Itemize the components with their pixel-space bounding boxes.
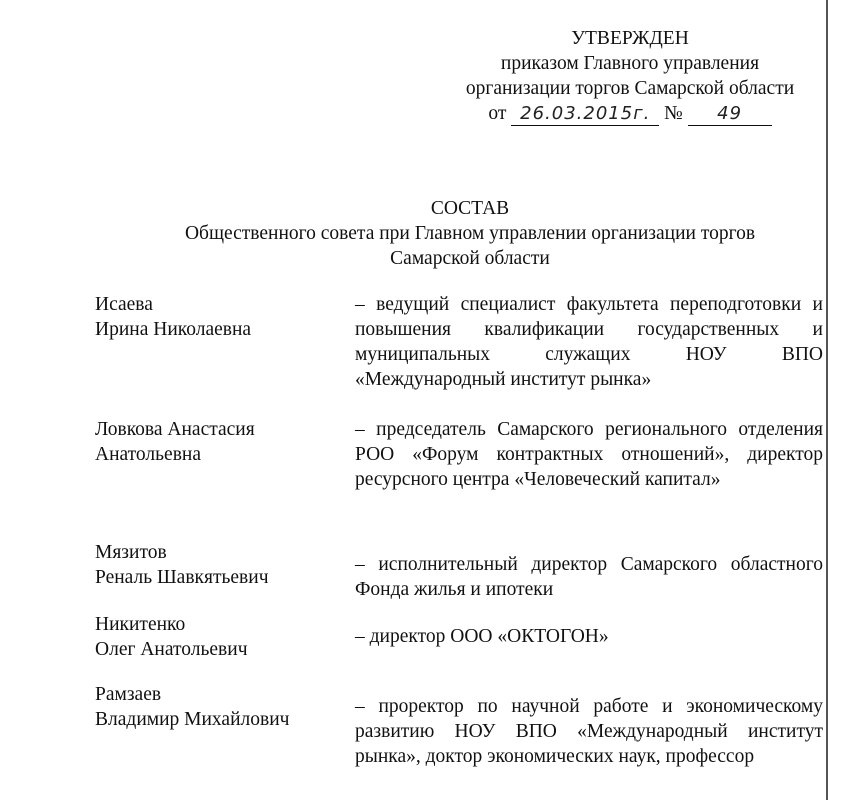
member-role: – директор ООО «ОКТОГОН» <box>355 626 609 647</box>
approval-line-1: приказом Главного управления <box>500 53 760 74</box>
member-role: – ведущий специалист факультета переподготовки и повышения квалификации государственных и муниципальных служащих НОУ ВПО «Международный институт рынка» <box>355 294 823 390</box>
member-surname: Рамзаев <box>95 684 162 705</box>
member-given-name: Анатольевна <box>95 444 202 465</box>
order-number: 49 <box>688 103 772 126</box>
member-given-name: Владимир Михайлович <box>95 709 290 730</box>
approval-block <box>430 26 830 126</box>
title-subtitle: Общественного совета при Главном управлении организации торгов Самарской области <box>184 223 756 269</box>
member-role: – проректор по научной работе и экономическому развитию НОУ ВПО «Международный институт рынка», доктор экономических наук, профессор <box>355 696 823 767</box>
member-surname: Исаева <box>95 294 153 315</box>
document-title <box>130 196 810 271</box>
title-heading: СОСТАВ <box>430 198 510 219</box>
member-given-name: Реналь Шавкятьевич <box>95 567 269 588</box>
member-given-name: Ирина Николаевна <box>95 319 252 340</box>
approval-date-line <box>430 101 830 126</box>
number-prefix: № <box>664 103 683 124</box>
approval-line-2: организации торгов Самарской области <box>465 78 795 99</box>
member-surname: Никитенко <box>95 614 186 635</box>
approval-heading: УТВЕРЖДЕН <box>571 28 689 49</box>
member-surname: Мязитов <box>95 542 167 563</box>
member-surname: Ловкова Анастасия <box>95 419 255 440</box>
member-role: – исполнительный директор Самарского областного Фонда жилья и ипотеки <box>355 554 823 600</box>
member-role: – председатель Самарского регионального отделения РОО «Форум контрактных отношений», директор ресурсного центра «Человеческий капитал» <box>355 419 823 490</box>
date-prefix: от <box>488 103 507 124</box>
member-given-name: Олег Анатольевич <box>95 639 248 660</box>
order-date: 26.03.2015г. <box>511 103 659 126</box>
